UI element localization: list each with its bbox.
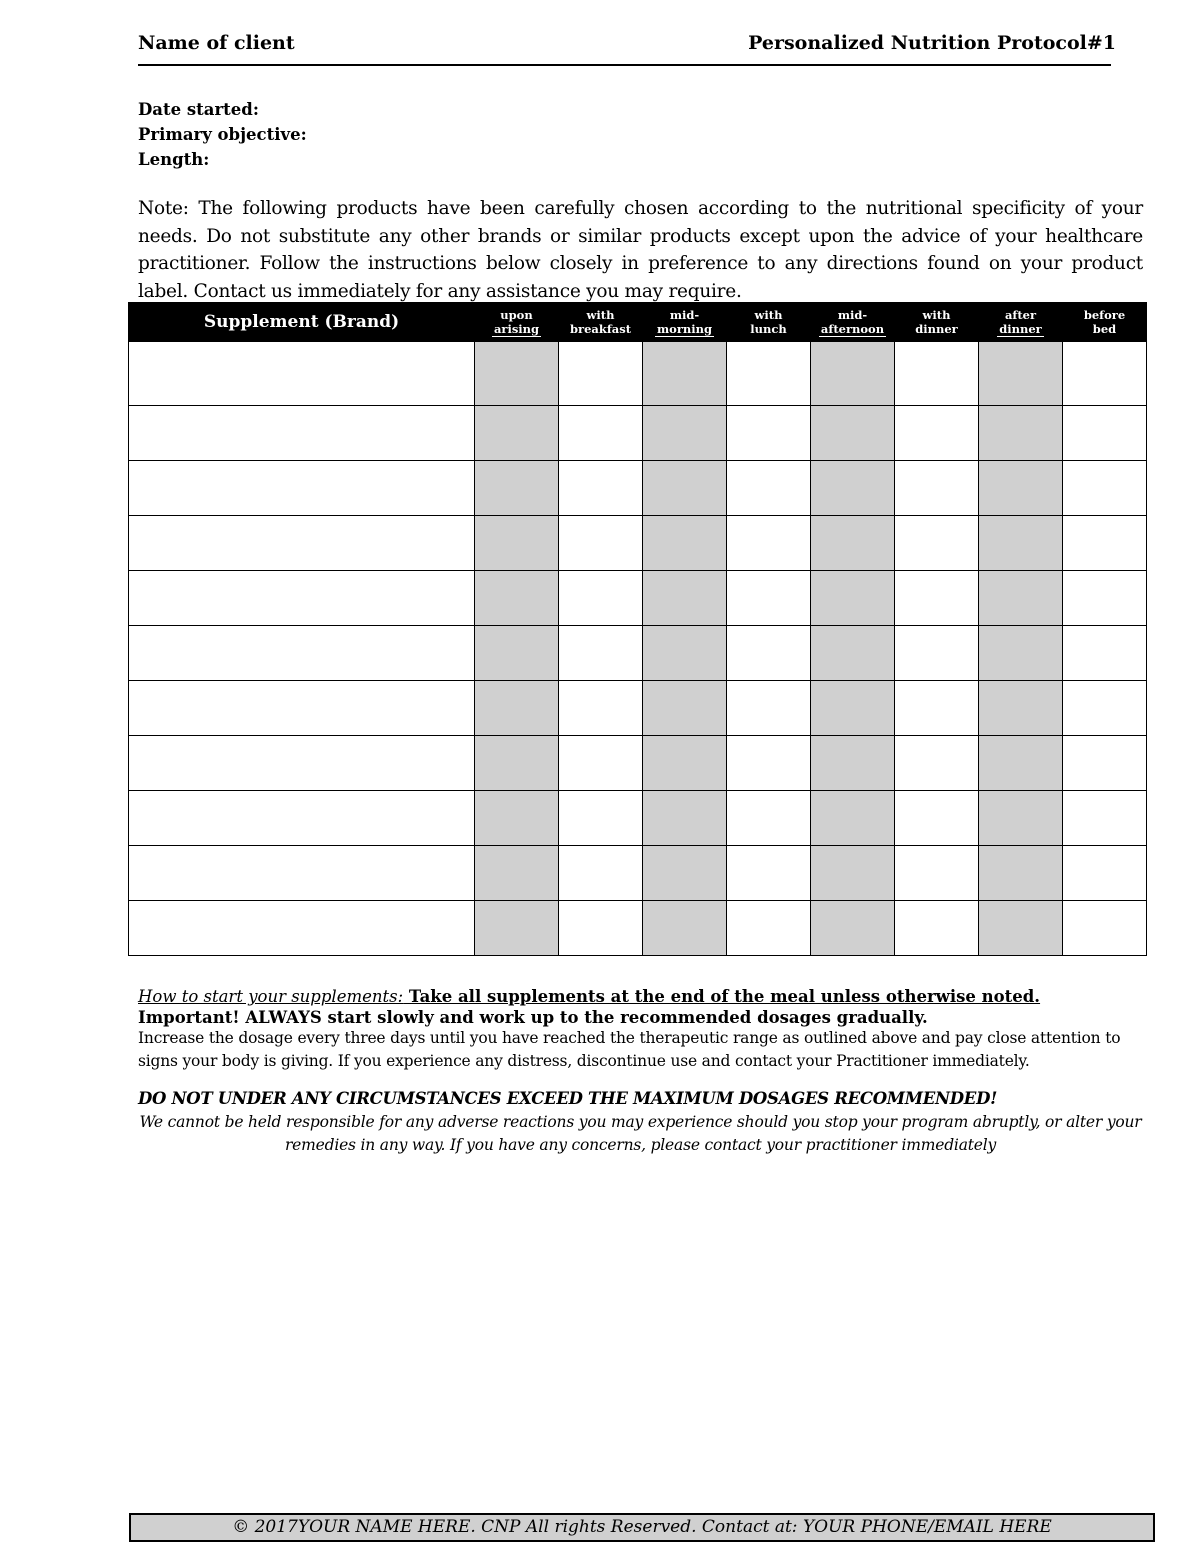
max-dosage-warning: DO NOT UNDER ANY CIRCUMSTANCES EXCEED THE MAXIMUM DOSAGES RECOMMENDED!: [138, 1089, 998, 1108]
dosage-cell[interactable]: [979, 406, 1063, 461]
dosage-cell[interactable]: [559, 626, 643, 681]
dosage-cell[interactable]: [475, 791, 559, 846]
dosage-cell[interactable]: [895, 846, 979, 901]
dosage-cell[interactable]: [895, 681, 979, 736]
dosage-cell[interactable]: [475, 626, 559, 681]
col-label-line2: lunch: [750, 322, 787, 336]
dosage-cell[interactable]: [811, 791, 895, 846]
supplement-cell[interactable]: [129, 846, 475, 901]
dosage-cell[interactable]: [1063, 681, 1147, 736]
supplement-cell[interactable]: [129, 406, 475, 461]
dosage-cell[interactable]: [559, 791, 643, 846]
dosage-cell[interactable]: [727, 406, 811, 461]
dosage-cell[interactable]: [979, 571, 1063, 626]
table-row: [129, 516, 1147, 571]
dosage-cell[interactable]: [1063, 342, 1147, 406]
dosage-cell[interactable]: [643, 901, 727, 956]
dosage-cell[interactable]: [895, 791, 979, 846]
dosage-cell[interactable]: [727, 461, 811, 516]
supplement-cell[interactable]: [129, 342, 475, 406]
dosage-cell[interactable]: [643, 516, 727, 571]
supplement-cell[interactable]: [129, 791, 475, 846]
dosage-cell[interactable]: [811, 736, 895, 791]
dosage-cell[interactable]: [1063, 791, 1147, 846]
table-row: [129, 681, 1147, 736]
dosage-cell[interactable]: [895, 342, 979, 406]
dosage-cell[interactable]: [979, 736, 1063, 791]
dosage-cell[interactable]: [559, 846, 643, 901]
dosage-cell[interactable]: [811, 516, 895, 571]
dosage-cell[interactable]: [727, 736, 811, 791]
page-header: [138, 30, 1116, 66]
dosage-cell[interactable]: [643, 846, 727, 901]
dosage-cell[interactable]: [475, 846, 559, 901]
dosage-cell[interactable]: [727, 901, 811, 956]
dosage-cell[interactable]: [895, 901, 979, 956]
dosage-cell[interactable]: [811, 681, 895, 736]
col-label-line1: upon: [500, 307, 533, 322]
protocol-meta: [138, 97, 307, 172]
col-label-line2: breakfast: [569, 322, 632, 336]
dosage-cell[interactable]: [811, 626, 895, 681]
dosage-cell[interactable]: [895, 406, 979, 461]
supplement-header: Supplement (Brand): [129, 303, 475, 342]
col-label-line1: before: [1083, 308, 1126, 322]
dosage-cell[interactable]: [727, 681, 811, 736]
col-label-line1: mid-: [669, 307, 700, 322]
table-row: [129, 406, 1147, 461]
supplement-cell[interactable]: [129, 516, 475, 571]
dosage-cell[interactable]: [727, 516, 811, 571]
dosage-cell[interactable]: [1063, 516, 1147, 571]
dosage-cell[interactable]: [559, 461, 643, 516]
date-started-label: Date started:: [138, 100, 259, 119]
dosage-cell[interactable]: [559, 571, 643, 626]
how-to-start-label: How to start your supplements:: [138, 987, 404, 1006]
col-label-line2: dinner: [999, 321, 1042, 336]
dosage-cell[interactable]: [643, 791, 727, 846]
col-with-dinner: [895, 303, 979, 342]
protocol-title: Personalized Nutrition Protocol#1: [748, 32, 1116, 54]
col-with-breakfast: [559, 303, 643, 342]
dosage-cell[interactable]: [559, 406, 643, 461]
dosage-cell[interactable]: [895, 461, 979, 516]
dosage-cell[interactable]: [895, 736, 979, 791]
dosage-cell[interactable]: [727, 342, 811, 406]
supplement-cell[interactable]: [129, 626, 475, 681]
dosage-cell[interactable]: [475, 901, 559, 956]
col-mid-afternoon: [811, 303, 895, 342]
col-label-line2: bed: [1092, 322, 1117, 336]
dosage-cell[interactable]: [475, 461, 559, 516]
dosage-cell[interactable]: [811, 571, 895, 626]
note-paragraph: Note: The following products have been carefully chosen according to the nutritional specificity of your needs. Do not substitute any other brands or similar products except upon the advice of your healthcare practitioner. Follow the instructions below closely in preference to any directions found on your product label. Contact us immediately for any assistance you may require.: [138, 198, 1143, 302]
dosage-cell[interactable]: [727, 571, 811, 626]
dosage-cell[interactable]: [1063, 901, 1147, 956]
supplement-cell[interactable]: [129, 461, 475, 516]
supplement-cell[interactable]: [129, 736, 475, 791]
dosage-cell[interactable]: [559, 342, 643, 406]
dosage-cell[interactable]: [643, 681, 727, 736]
dosage-cell[interactable]: [643, 342, 727, 406]
table-row: [129, 571, 1147, 626]
dosage-cell[interactable]: [1063, 406, 1147, 461]
dosage-cell[interactable]: [979, 846, 1063, 901]
how-to-start-line: [138, 987, 1138, 1006]
dosage-cell[interactable]: [643, 461, 727, 516]
table-row: [129, 736, 1147, 791]
col-label-line1: with: [586, 308, 615, 322]
dosage-cell[interactable]: [1063, 626, 1147, 681]
supplement-cell[interactable]: [129, 571, 475, 626]
increase-dosage-note: Increase the dosage every three days until you have reached the therapeutic range as outlined above and pay close attention to signs your body is giving. If you experience any distress, discontinue use and contact your Practitioner immediately.: [138, 1029, 1121, 1070]
dosage-cell[interactable]: [811, 342, 895, 406]
dosage-cell[interactable]: [643, 736, 727, 791]
col-label-line2: afternoon: [820, 321, 885, 336]
dosage-cell[interactable]: [979, 791, 1063, 846]
instructions-block: [138, 987, 1138, 1073]
dosage-cell[interactable]: [895, 626, 979, 681]
table-row: [129, 626, 1147, 681]
copyright-footer: © 2017YOUR NAME HERE. CNP All rights Reserved. Contact at: YOUR PHONE/EMAIL HERE: [129, 1513, 1155, 1542]
client-name-label: Name of client: [138, 32, 295, 54]
important-note: Important! ALWAYS start slowly and work up to the recommended dosages gradually.: [138, 1008, 928, 1027]
dosage-cell[interactable]: [559, 681, 643, 736]
dosage-cell[interactable]: [559, 516, 643, 571]
primary-objective-label: Primary objective:: [138, 125, 307, 144]
dosage-cell[interactable]: [811, 846, 895, 901]
dosage-cell[interactable]: [643, 626, 727, 681]
col-with-lunch: [727, 303, 811, 342]
table-row: [129, 461, 1147, 516]
dosage-cell[interactable]: [1063, 461, 1147, 516]
dosage-cell[interactable]: [1063, 571, 1147, 626]
dosage-cell[interactable]: [979, 461, 1063, 516]
dosage-cell[interactable]: [811, 901, 895, 956]
dosage-cell[interactable]: [979, 681, 1063, 736]
dosage-cell[interactable]: [1063, 846, 1147, 901]
dosage-cell[interactable]: [727, 791, 811, 846]
dosage-cell[interactable]: [475, 406, 559, 461]
dosage-cell[interactable]: [727, 626, 811, 681]
table-row: [129, 791, 1147, 846]
col-label-line2: dinner: [915, 322, 958, 336]
col-before-bed: [1063, 303, 1147, 342]
dosage-cell[interactable]: [811, 406, 895, 461]
supplement-cell[interactable]: [129, 681, 475, 736]
dosage-cell[interactable]: [1063, 736, 1147, 791]
dosage-cell[interactable]: [475, 736, 559, 791]
take-supplements-note: Take all supplements at the end of the meal unless otherwise noted.: [403, 987, 1041, 1006]
dosage-cell[interactable]: [475, 571, 559, 626]
dosage-cell[interactable]: [811, 461, 895, 516]
table-row: [129, 846, 1147, 901]
dosage-cell[interactable]: [475, 516, 559, 571]
col-label-line1: after: [1004, 307, 1037, 322]
dosage-cell[interactable]: [979, 626, 1063, 681]
dosage-cell[interactable]: [643, 406, 727, 461]
dosage-cell[interactable]: [559, 736, 643, 791]
dosage-cell[interactable]: [979, 516, 1063, 571]
dosage-cell[interactable]: [895, 516, 979, 571]
dosage-cell[interactable]: [475, 342, 559, 406]
col-label-line1: with: [754, 308, 783, 322]
dosage-cell[interactable]: [643, 571, 727, 626]
dosage-cell[interactable]: [475, 681, 559, 736]
supplement-cell[interactable]: [129, 901, 475, 956]
table-header-row: [129, 303, 1147, 342]
dosage-cell[interactable]: [979, 342, 1063, 406]
liability-disclaimer: We cannot be held responsible for any adverse reactions you may experience should you stop your program abruptly, or alter your remedies in any way. If you have any concerns, please contact your practitioner immediately: [139, 1113, 1142, 1154]
supplement-table: [128, 302, 1147, 956]
dosage-cell[interactable]: [895, 571, 979, 626]
col-label-line2: arising: [493, 321, 540, 336]
col-label-line1: with: [922, 308, 951, 322]
col-label-line1: mid-: [837, 307, 868, 322]
col-label-line2: morning: [656, 321, 713, 336]
dosage-cell[interactable]: [559, 901, 643, 956]
col-upon-arising: [475, 303, 559, 342]
dosage-cell[interactable]: [727, 846, 811, 901]
col-mid-morning: [643, 303, 727, 342]
dosage-cell[interactable]: [979, 901, 1063, 956]
col-after-dinner: [979, 303, 1063, 342]
table-row: [129, 342, 1147, 406]
length-label: Length:: [138, 150, 210, 169]
table-row: [129, 901, 1147, 956]
